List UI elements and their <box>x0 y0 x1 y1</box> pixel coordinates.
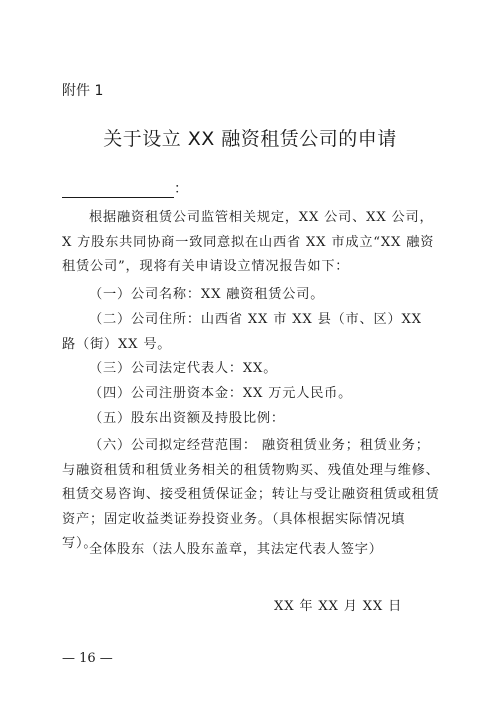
item-registered-capital: （四）公司注册资本金：XX 万元人民币。 <box>89 386 353 401</box>
annex-label: 附件 1 <box>62 83 104 99</box>
signature-line: 全体股东（法人股东盖章，其法定代表人签字） <box>89 542 383 557</box>
addressee-line <box>62 178 188 198</box>
addressee-colon: ： <box>174 181 188 197</box>
document-date: XX 年 XX 月 XX 日 <box>274 599 403 614</box>
item-business-scope: （六）公司拟定经营范围： 融资租赁业务；租赁业务；与融资租赁和租赁业务相关的租赁物购买、残值处理与维修、租赁交易咨询、接受租赁保证金；转让与受让融资租赁或租赁资产；固定收益类证券投资业务。（具体根据实际情况填写）。 <box>62 438 440 551</box>
page-number: — 16 — <box>62 651 113 666</box>
document-title: 关于设立 XX 融资租赁公司的申请 <box>103 128 397 150</box>
item-shareholding: （五）股东出资额及持股比例： <box>89 411 285 426</box>
item-company-address: （二）公司住所：山西省 XX 市 XX 县（市、区）XX 路（街）XX 号。 <box>62 312 422 352</box>
addressee-blank <box>62 183 174 198</box>
intro-paragraph: 根据融资租赁公司监管相关规定，XX 公司、XX 公司，X 方股东共同协商一致同意拟在山西省 XX 市成立“XX 融资租赁公司”，现将有关申请设立情况报告如下： <box>62 210 435 274</box>
item-company-name: （一）公司名称：XX 融资租赁公司。 <box>89 287 325 302</box>
item-legal-representative: （三）公司法定代表人：XX。 <box>89 361 278 376</box>
